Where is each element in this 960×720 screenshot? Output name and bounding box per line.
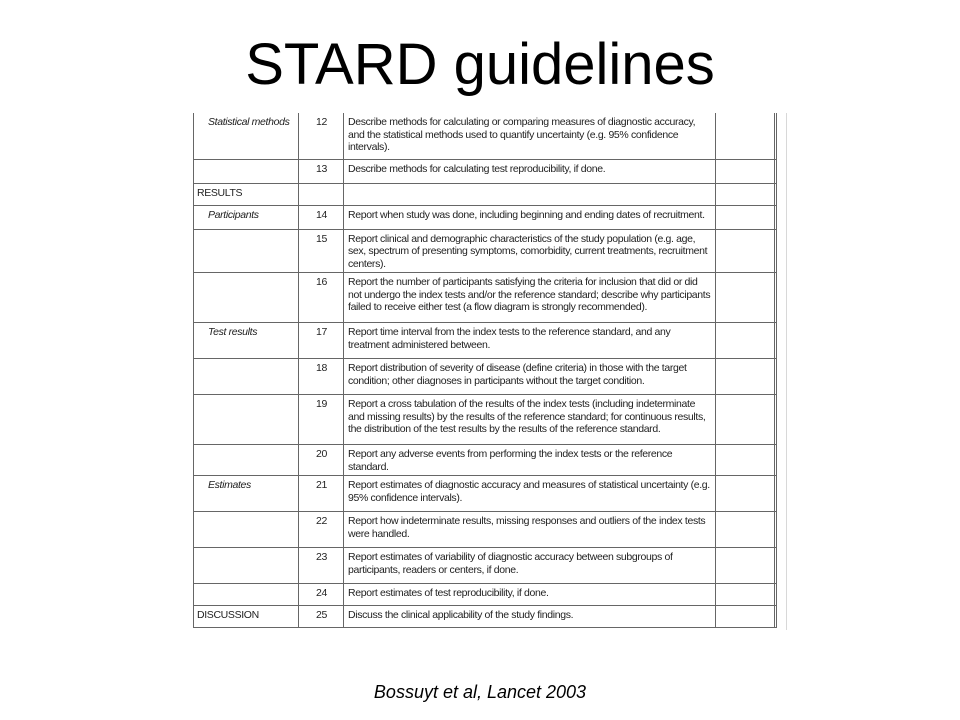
row-edge-cell [775, 229, 777, 273]
row-description: Report how indeterminate results, missing responses and outliers of the index tests were handled. [344, 512, 716, 548]
table-row [194, 512, 777, 548]
row-topic [194, 512, 299, 548]
row-description: Report distribution of severity of disease (define criteria) in those with the target condition; other diagnoses in participants without the target condition. [344, 359, 716, 395]
row-item-number: 14 [299, 205, 344, 229]
table-row [194, 205, 777, 229]
row-description: Report clinical and demographic characteristics of the study population (e.g. age, sex, spectrum of presenting symptoms, comorbidity, current treatments, recruitment centers). [344, 229, 716, 273]
row-edge-cell [775, 273, 777, 323]
row-item-number: 18 [299, 359, 344, 395]
table-row [194, 359, 777, 395]
table-row [194, 229, 777, 273]
table-row [194, 273, 777, 323]
row-edge-cell [775, 584, 777, 606]
row-blank-cell [716, 445, 775, 476]
row-topic [194, 584, 299, 606]
table-row [194, 548, 777, 584]
row-topic [194, 395, 299, 445]
table-row [194, 476, 777, 512]
row-item-number: 22 [299, 512, 344, 548]
row-topic [194, 548, 299, 584]
row-topic: Statistical methods [194, 113, 299, 159]
row-item-number: 13 [299, 159, 344, 183]
row-topic [194, 359, 299, 395]
row-description: Report time interval from the index tests to the reference standard, and any treatment administered between. [344, 323, 716, 359]
row-blank-cell [716, 183, 775, 205]
row-edge-cell [775, 323, 777, 359]
row-description: Report any adverse events from performing the index tests or the reference standard. [344, 445, 716, 476]
row-topic: Test results [194, 323, 299, 359]
row-description: Report when study was done, including beginning and ending dates of recruitment. [344, 205, 716, 229]
row-item-number: 25 [299, 606, 344, 628]
row-blank-cell [716, 229, 775, 273]
citation-caption: Bossuyt et al, Lancet 2003 [373, 682, 587, 702]
row-item-number [299, 183, 344, 205]
stard-checklist-body [194, 113, 777, 628]
row-topic: RESULTS [194, 183, 299, 205]
table-row [194, 159, 777, 183]
table-row [194, 606, 777, 628]
row-edge-cell [775, 183, 777, 205]
row-edge-cell [775, 445, 777, 476]
row-item-number: 24 [299, 584, 344, 606]
table-row [194, 395, 777, 445]
row-item-number: 23 [299, 548, 344, 584]
row-edge-cell [775, 159, 777, 183]
row-blank-cell [716, 584, 775, 606]
slide-title: STARD guidelines [245, 32, 715, 97]
row-description: Describe methods for calculating or comparing measures of diagnostic accuracy, and the statistical methods used to quantify uncertainty (e.g. 95% confidence intervals). [344, 113, 716, 159]
row-item-number: 17 [299, 323, 344, 359]
row-edge-cell [775, 395, 777, 445]
row-edge-cell [775, 205, 777, 229]
row-topic: Estimates [194, 476, 299, 512]
row-topic [194, 229, 299, 273]
row-item-number: 19 [299, 395, 344, 445]
row-blank-cell [716, 113, 775, 159]
row-edge-cell [775, 512, 777, 548]
row-description: Report the number of participants satisfying the criteria for inclusion that did or did not undergo the index tests and/or the reference standard; describe why participants failed to receive either test (a flow diagram is strongly recommended). [344, 273, 716, 323]
row-edge-cell [775, 606, 777, 628]
row-edge-cell [775, 359, 777, 395]
row-description: Report estimates of diagnostic accuracy and measures of statistical uncertainty (e.g. 95% confidence intervals). [344, 476, 716, 512]
row-edge-cell [775, 113, 777, 159]
row-blank-cell [716, 159, 775, 183]
row-topic [194, 159, 299, 183]
row-blank-cell [716, 205, 775, 229]
table-row [194, 584, 777, 606]
row-topic: Participants [194, 205, 299, 229]
row-blank-cell [716, 395, 775, 445]
row-topic: DISCUSSION [194, 606, 299, 628]
row-description [344, 183, 716, 205]
row-description: Report estimates of test reproducibility, if done. [344, 584, 716, 606]
row-topic [194, 273, 299, 323]
row-item-number: 20 [299, 445, 344, 476]
row-blank-cell [716, 476, 775, 512]
row-blank-cell [716, 359, 775, 395]
stard-checklist-excerpt [193, 113, 787, 630]
table-row [194, 323, 777, 359]
row-item-number: 21 [299, 476, 344, 512]
row-item-number: 12 [299, 113, 344, 159]
row-edge-cell [775, 548, 777, 584]
table-row [194, 445, 777, 476]
row-description: Report estimates of variability of diagnostic accuracy between subgroups of participants, readers or centers, if done. [344, 548, 716, 584]
row-description: Report a cross tabulation of the results of the index tests (including indeterminate and missing results) by the results of the reference standard; for continuous results, the distribution of the test results by the results of the reference standard. [344, 395, 716, 445]
row-blank-cell [716, 512, 775, 548]
row-item-number: 16 [299, 273, 344, 323]
row-blank-cell [716, 273, 775, 323]
row-blank-cell [716, 548, 775, 584]
row-description: Discuss the clinical applicability of the study findings. [344, 606, 716, 628]
row-blank-cell [716, 606, 775, 628]
table-row [194, 113, 777, 159]
row-topic [194, 445, 299, 476]
row-blank-cell [716, 323, 775, 359]
row-item-number: 15 [299, 229, 344, 273]
row-edge-cell [775, 476, 777, 512]
table-row [194, 183, 777, 205]
stard-checklist-table [193, 113, 777, 628]
row-description: Describe methods for calculating test reproducibility, if done. [344, 159, 716, 183]
